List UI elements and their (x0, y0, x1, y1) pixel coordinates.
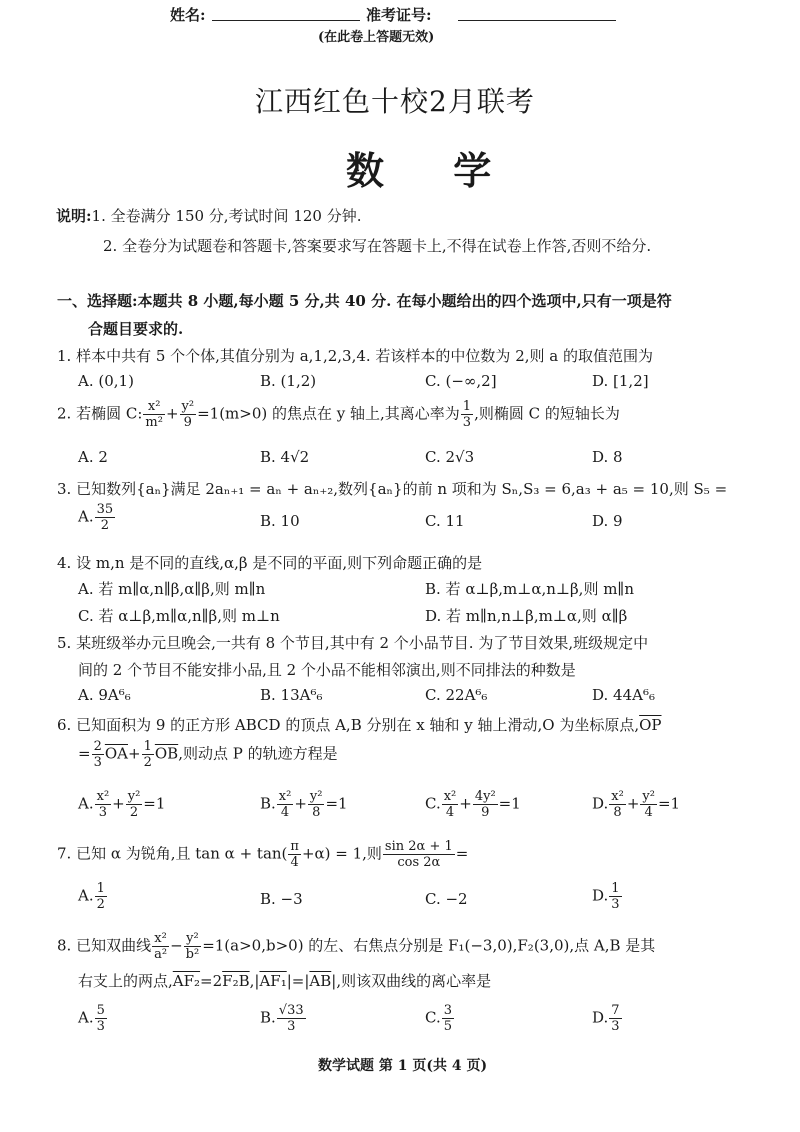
q8-stem-line1: 8. 已知双曲线 $\frac{\text{x²}}{\text{a²}}$ − $\frac{\text{y²}}{\text{b²}}$ =1(a>0,b>0) 的左、右焦点分别是 F₁(−3,0),F₂(3,0),点 A,B 是其 (57, 931, 656, 962)
instructions-item1: 说明:1. 全卷满分 150 分,考试时间 120 分钟. (56, 207, 362, 225)
q4-option-b: B. 若 α⊥β,m⊥α,n⊥β,则 m∥n (425, 580, 635, 598)
q4-option-c: C. 若 α⊥β,m∥α,n∥β,则 m⊥n (78, 607, 280, 625)
q7-option-c: C. −2 (425, 890, 468, 908)
q1-option-b: B. (1,2) (260, 372, 317, 390)
q8-option-d: D. $\frac{7}{3}$ (592, 1003, 620, 1034)
q4-option-a: A. 若 m∥α,n∥β,α∥β,则 m∥n (78, 580, 266, 598)
q6-stem-line2: = $\frac{2}{3}$ $\overline{OA}+$ $\frac{1}{2}$ $\overline{OB}$,则动点 P 的轨迹方程是 (78, 739, 338, 770)
q4-option-d: D. 若 m∥n,n⊥β,m⊥α,则 α∥β (425, 607, 628, 625)
q5-stem-line1: 5. 某班级举办元旦晚会,一共有 8 个节目,其中有 2 个小品节目. 为了节目效果,班级规定中 (57, 634, 649, 652)
q6-option-a: A. $\frac{\text{x²}}{3}$ + $\frac{\text{y²}}{2}$ =1 (78, 789, 166, 820)
q1-option-d: D. [1,2] (592, 372, 649, 390)
q8-option-b: B. $\frac{√33}{3}$ (260, 1003, 304, 1034)
q7-option-d: D. $\frac{1}{3}$ (592, 881, 620, 912)
q6-option-c: C. $\frac{\text{x²}}{4}$ + $\frac{\text{4y²}}{9}$ =1 (425, 789, 521, 820)
q7-stem: 7. 已知 α 为锐角,且 tan α + tan( $\frac{\pi}{4}$ +α) = 1,则 $\frac{\sin 2\alpha + 1}{\cos 2\alpha}$ = (57, 839, 469, 870)
instructions-label: 说明: (56, 207, 92, 225)
q8-option-a: A. $\frac{5}{3}$ (78, 1003, 105, 1034)
q5-option-c: C. 22A⁶₆ (425, 686, 488, 704)
section1-heading-line1: 一、选择题:本题共 8 小题,每小题 5 分,共 40 分. 在每小题给出的四个选项中,只有一项是符 (57, 292, 672, 310)
q3-option-b: B. 10 (260, 512, 300, 530)
vector-op: $\overline{OP}$ (639, 716, 662, 734)
q5-option-b: B. 13A⁶₆ (260, 686, 323, 704)
q2-option-b: B. 4√2 (260, 448, 310, 466)
q6-option-b: B. $\frac{\text{x²}}{4}$ + $\frac{\text{y²}}{8}$ =1 (260, 789, 348, 820)
section1-heading-line2: 合题目要求的. (88, 320, 184, 338)
q2-option-c: C. 2√3 (425, 448, 475, 466)
q3-option-d: D. 9 (592, 512, 623, 530)
page-footer: 数学试题 第 1 页(共 4 页) (318, 1058, 488, 1074)
subject-title: 数 学 (346, 148, 520, 193)
name-label: 姓名: (170, 6, 206, 24)
q2-option-d: D. 8 (592, 448, 623, 466)
q3-option-c: C. 11 (425, 512, 465, 530)
q1-stem: 1. 样本中共有 5 个个体,其值分别为 a,1,2,3,4. 若该样本的中位数为 2,则 a 的取值范围为 (57, 347, 653, 365)
q2-stem: 2. 若椭圆 C: $\frac{\text{x²}}{\text{m²}}$ + $\frac{\text{y²}}{9}$ =1(m>0) 的焦点在 y 轴上,其离心率为 $\frac{1}{3}$ ,则椭圆 C 的短轴长为 (57, 399, 620, 430)
q2-option-a: A. 2 (78, 448, 108, 466)
q3-stem: 3. 已知数列{aₙ}满足 2aₙ₊₁ = aₙ + aₙ₊₂,数列{aₙ}的前 n 项和为 Sₙ,S₃ = 6,a₃ + a₅ = 10,则 S₅ = (57, 480, 728, 498)
q1-option-c: C. (−∞,2] (425, 372, 497, 390)
name-blank (212, 20, 360, 21)
q6-stem-line1: 6. 已知面积为 9 的正方形 ABCD 的顶点 A,B 分别在 x 轴和 y 轴上滑动,O 为坐标原点$,\overline{OP}$ (57, 716, 662, 734)
q8-stem-line2: 右支上的两点$,AF_2=2F_2B,|AF_1|=|\overline{AB}|$,则该双曲线的离心率是 (78, 972, 492, 990)
q6-option-d: D. $\frac{\text{x²}}{8}$ + $\frac{\text{y²}}{4}$ =1 (592, 789, 681, 820)
q1-option-a: A. (0,1) (78, 372, 134, 390)
q5-option-a: A. 9A⁶₆ (78, 686, 131, 704)
q7-option-b: B. −3 (260, 890, 303, 908)
q8-option-c: C. $\frac{3}{5}$ (425, 1003, 452, 1034)
instructions-item2: 2. 全卷分为试题卷和答题卡,答案要求写在答题卡上,不得在试卷上作答,否则不给分. (103, 237, 652, 255)
exam-number-label: 准考证号: (366, 6, 432, 24)
q5-option-d: D. 44A⁶₆ (592, 686, 655, 704)
no-answer-notice: (在此卷上答题无效) (318, 30, 435, 45)
q4-stem: 4. 设 m,n 是不同的直线,α,β 是不同的平面,则下列命题正确的是 (57, 554, 483, 572)
q3-option-a: A. $\frac{35}{2}$ (78, 502, 114, 533)
q5-stem-line2: 间的 2 个节目不能安排小品,且 2 个小品不能相邻演出,则不同排法的种数是 (78, 661, 576, 679)
q7-option-a: A. $\frac{1}{2}$ (78, 881, 105, 912)
exam-title: 江西红色十校2月联考 (255, 85, 535, 118)
exam-number-blank (458, 20, 616, 21)
